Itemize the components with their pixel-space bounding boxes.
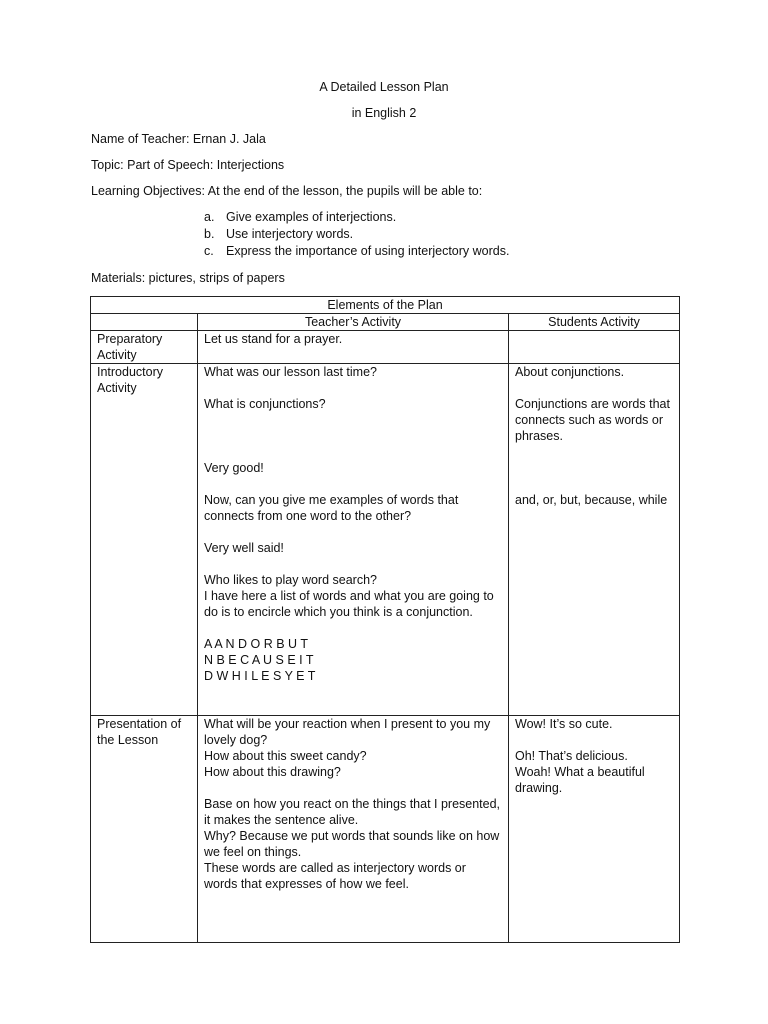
students-cell	[509, 331, 680, 364]
element-cell: Preparatory Activity	[91, 331, 198, 364]
students-line: Oh! That’s delicious. Woah! What a beautiful drawing.	[515, 749, 645, 795]
objective-text: Give examples of interjections.	[226, 210, 397, 224]
topic: Topic: Part of Speech: Interjections	[91, 158, 285, 172]
teacher-cell	[198, 716, 509, 943]
students-line: and, or, but, because, while	[515, 493, 668, 507]
table-row	[91, 716, 680, 943]
students-line: Wow! It’s so cute.	[515, 717, 613, 731]
element-cell: Presentation of the Lesson	[91, 716, 198, 943]
teacher-line: Very good!	[204, 461, 264, 475]
teacher-line: Very well said!	[204, 541, 284, 555]
teacher-line: What is conjunctions?	[204, 397, 326, 411]
objective-item	[204, 243, 509, 259]
table-row	[91, 331, 680, 364]
objective-text: Express the importance of using interjectory words.	[226, 244, 510, 258]
lesson-plan-table	[90, 296, 680, 943]
objective-item	[204, 209, 396, 225]
element-cell: Introductory Activity	[91, 364, 198, 716]
header-empty-cell	[91, 314, 198, 331]
objective-marker: b.	[204, 227, 215, 241]
teacher-line: Who likes to play word search? I have here a list of words and what you are going to do is to encircle which you think is a conjunction.	[204, 573, 494, 619]
teacher-line: Let us stand for a prayer.	[204, 332, 343, 346]
teacher-line: What will be your reaction when I present to you my lovely dog? How about this sweet candy? How about this drawing?	[204, 717, 491, 779]
objective-text: Use interjectory words.	[226, 227, 354, 241]
teacher-name: Name of Teacher: Ernan J. Jala	[91, 132, 266, 146]
students-cell	[509, 716, 680, 943]
table-header-row	[91, 314, 680, 331]
document-subtitle: in English 2	[351, 106, 417, 120]
teacher-line: Now, can you give me examples of words that connects from one word to the other?	[204, 493, 459, 523]
objective-item	[204, 226, 353, 242]
table-row	[91, 364, 680, 716]
table-caption-row	[91, 297, 680, 314]
header-students-activity: Students Activity	[509, 314, 680, 331]
header-teacher-activity: Teacher’s Activity	[198, 314, 509, 331]
objective-marker: c.	[204, 244, 214, 258]
document-title: A Detailed Lesson Plan	[319, 80, 449, 94]
teacher-line: Base on how you react on the things that I presented, it makes the sentence alive. Why? Because we put words that sounds like on how we feel on things. These words are called as interjectory words or words that expresses of how we feel.	[204, 797, 501, 891]
word-search-grid: A A N D O R B U T N B E C A U S E I T D W H I L E S Y E T	[204, 637, 316, 683]
objectives-intro: Learning Objectives: At the end of the lesson, the pupils will be able to:	[91, 184, 483, 198]
students-line: About conjunctions.	[515, 365, 625, 379]
teacher-cell	[198, 331, 509, 364]
students-cell	[509, 364, 680, 716]
teacher-line: What was our lesson last time?	[204, 365, 377, 379]
teacher-cell	[198, 364, 509, 716]
materials: Materials: pictures, strips of papers	[91, 271, 285, 285]
table-caption: Elements of the Plan	[91, 297, 680, 314]
students-line: Conjunctions are words that connects such as words or phrases.	[515, 397, 670, 443]
objective-marker: a.	[204, 210, 215, 224]
